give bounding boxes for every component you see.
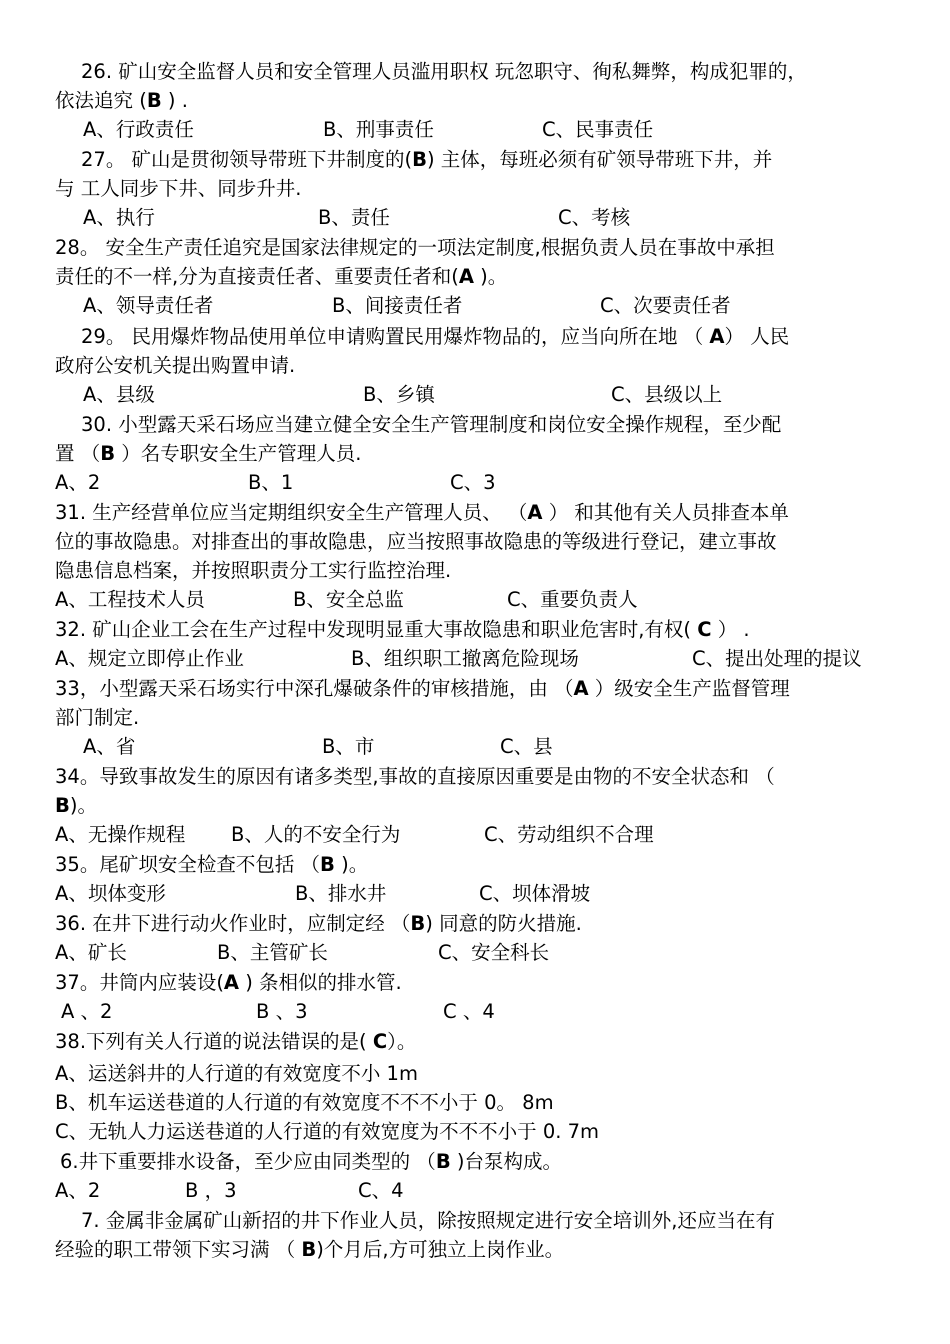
q33-answer: A xyxy=(573,677,589,700)
q34-answer: B xyxy=(55,794,70,817)
q37-answer: A xyxy=(223,971,240,994)
q7-line2: 经验的职工带领下实习满 （ B)个月后,方可独立上岗作业。 xyxy=(55,1238,565,1261)
q28-option-b: B、间接责任者 xyxy=(332,294,463,317)
q34-option-b: B、人的不安全行为 xyxy=(231,823,401,846)
q28-answer: A xyxy=(458,265,474,288)
q37-option-c: C 、4 xyxy=(443,1000,495,1023)
q33-option-c: C、县 xyxy=(500,735,553,758)
q36-answer: B xyxy=(410,912,426,935)
q29-option-a: A、县级 xyxy=(83,383,155,406)
q31-line1: 31. 生产经营单位应当定期组织安全生产管理人员、 （A ） 和其他有关人员排查本单 xyxy=(55,501,789,524)
q29-option-c: C、县级以上 xyxy=(611,383,723,406)
q32-option-b: B、组织职工撤离危险现场 xyxy=(351,647,579,670)
q33-line2: 部门制定. xyxy=(55,706,140,729)
q31-answer: A xyxy=(527,501,543,524)
q38-option-b: B、机车运送巷道的人行道的有效宽度不不不小于 0。 8m xyxy=(55,1091,554,1114)
q32-option-c: C、提出处理的提议 xyxy=(692,647,862,670)
q32-line1: 32. 矿山企业工会在生产过程中发现明显重大事故隐患和职业危害时,有权( C ） . xyxy=(55,618,750,641)
q34-option-c: C、劳动组织不合理 xyxy=(484,823,654,846)
q30-option-a: A、2 xyxy=(55,471,101,494)
q34-line1: 34。导致事故发生的原因有诸多类型,事故的直接原因重要是由物的不安全状态和 （ xyxy=(55,765,775,788)
q30-option-c: C、3 xyxy=(450,471,496,494)
q26-line2: 依法追究 (B ) . xyxy=(55,89,188,112)
q6-option-b: B ，3 xyxy=(185,1179,237,1202)
q35-answer: B xyxy=(320,853,335,876)
q30-option-b: B、1 xyxy=(248,471,294,494)
q36-option-a: A、矿长 xyxy=(55,941,127,964)
q32-answer: C xyxy=(697,618,712,641)
q31-option-a: A、工程技术人员 xyxy=(55,588,205,611)
q36-option-b: B、主管矿长 xyxy=(217,941,328,964)
q6-answer: B xyxy=(435,1150,451,1173)
q6-option-c: C、4 xyxy=(358,1179,404,1202)
q26-answer: B xyxy=(146,89,162,112)
q33-line1: 33，小型露天采石场实行中深孔爆破条件的审核措施，由 （A ）级安全生产监督管理 xyxy=(55,677,790,700)
q26-line1: 26. 矿山安全监督人员和安全管理人员滥用职权 玩忽职守、徇私舞弊，构成犯罪的， xyxy=(81,60,807,83)
q29-answer: A xyxy=(709,325,725,348)
q29-line1: 29。 民用爆炸物品使用单位申请购置民用爆炸物品的，应当向所在地 （ A） 人民 xyxy=(81,325,790,348)
q32-option-a: A、规定立即停止作业 xyxy=(55,647,244,670)
q37-option-a: A 、2 xyxy=(61,1000,113,1023)
q7-line1: 7. 金属非金属矿山新招的井下作业人员，除按照规定进行安全培训外,还应当在有 xyxy=(81,1209,776,1232)
q27-line2: 与 工人同步下井、同步升井. xyxy=(55,177,302,200)
q28-line1: 28。 安全生产责任追究是国家法律规定的一项法定制度,根据负责人员在事故中承担 xyxy=(55,236,775,259)
q27-option-c: C、考核 xyxy=(558,206,631,229)
q35-line1: 35。尾矿坝安全检查不包括 （B )。 xyxy=(55,853,369,876)
q33-option-a: A、省 xyxy=(83,735,136,758)
q30-answer: B xyxy=(100,442,116,465)
q28-option-a: A、领导责任者 xyxy=(83,294,214,317)
q36-line1: 36. 在井下进行动火作业时，应制定经 （B) 同意的防火措施. xyxy=(55,912,582,935)
q33-option-b: B、市 xyxy=(322,735,375,758)
q7-answer: B xyxy=(301,1238,317,1261)
q35-option-a: A、坝体变形 xyxy=(55,882,166,905)
q27-option-b: B、责任 xyxy=(318,206,390,229)
q34-line2: B)。 xyxy=(55,794,97,817)
q28-line2: 责任的不一样,分为直接责任者、重要责任者和(A )。 xyxy=(55,265,508,288)
q31-option-c: C、重要负责人 xyxy=(507,588,638,611)
q6-option-a: A、2 xyxy=(55,1179,101,1202)
q37-option-b: B 、3 xyxy=(256,1000,308,1023)
q31-line2: 位的事故隐患。对排查出的事故隐患，应当按照事故隐患的等级进行登记，建立事故 xyxy=(55,530,777,553)
q38-option-a: A、运送斜井的人行道的有效宽度不小 1m xyxy=(55,1062,418,1085)
q31-line3: 隐患信息档案，并按照职责分工实行监控治理. xyxy=(55,559,452,582)
q26-option-c: C、民事责任 xyxy=(542,118,654,141)
q38-answer: C xyxy=(372,1030,388,1053)
q31-option-b: B、安全总监 xyxy=(293,588,404,611)
q35-option-b: B、排水井 xyxy=(295,882,387,905)
q29-option-b: B、乡镇 xyxy=(363,383,435,406)
q29-line2: 政府公安机关提出购置申请. xyxy=(55,354,296,377)
q27-option-a: A、执行 xyxy=(83,206,155,229)
q38-option-c: C、无轨人力运送巷道的人行道的有效宽度为不不不小于 0. 7m xyxy=(55,1120,600,1143)
q27-line1: 27。 矿山是贯彻领导带班下井制度的(B) 主体，每班必须有矿领导带班下井，并 xyxy=(81,148,773,171)
q28-option-c: C、次要责任者 xyxy=(600,294,731,317)
q34-option-a: A、无操作规程 xyxy=(55,823,186,846)
q27-answer: B xyxy=(412,148,427,171)
q30-line2: 置 （B ）名专职安全生产管理人员. xyxy=(55,442,362,465)
q26-option-a: A、行政责任 xyxy=(83,118,194,141)
q30-line1: 30. 小型露天采石场应当建立健全安全生产管理制度和岗位安全操作规程，至少配 xyxy=(81,413,782,436)
q35-option-c: C、坝体滑坡 xyxy=(479,882,591,905)
q26-option-b: B、刑事责任 xyxy=(323,118,434,141)
q6-line1: 6.井下重要排水设备，至少应由同类型的 （B )台泵构成。 xyxy=(60,1150,562,1173)
q38-line1: 38.下列有关人行道的说法错误的是( C）。 xyxy=(55,1030,417,1053)
q37-line1: 37。井筒内应装设(A ) 条相似的排水管. xyxy=(55,971,402,994)
q36-option-c: C、安全科长 xyxy=(438,941,550,964)
